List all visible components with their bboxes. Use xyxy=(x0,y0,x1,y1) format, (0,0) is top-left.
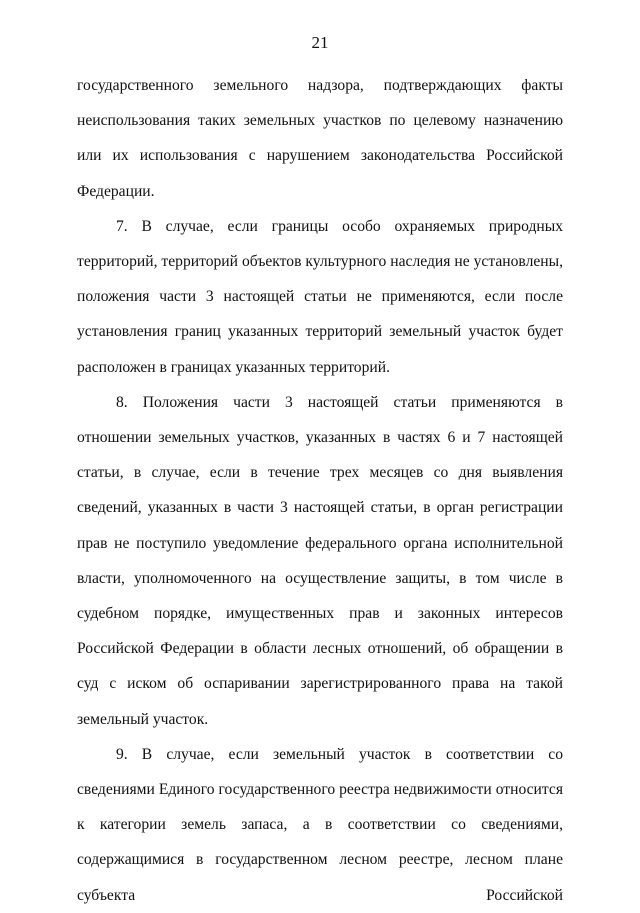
paragraph-9: 9. В случае, если земельный участок в соответствии со сведениями Единого государственного реестра недвижимости относится к категории земель запаса, а в соответствии со сведениями, содержащимися в государственном лесном реестре, лесном плане субъекта Российской xyxy=(77,745,563,904)
page-number: 21 xyxy=(311,33,329,52)
document-body xyxy=(77,68,563,913)
paragraph-continued: государственного земельного надзора, подтверждающих факты неиспользования таких земельных участков по целевому назначению или их использования с нарушением законодательства Российской Федерации. xyxy=(77,77,563,200)
paragraph-7: 7. В случае, если границы особо охраняемых природных территорий, территорий объектов культурного наследия не установлены, положения части 3 настоящей статьи не применяются, если после установления границ указанных территорий земельный участок будет расположен в границах указанных территорий. xyxy=(77,217,563,376)
paragraph-8: 8. Положения части 3 настоящей статьи применяются в отношении земельных участков, указанных в частях 6 и 7 настоящей статьи, в случае, если в течение трех месяцев со дня выявления сведений, указанных в части 3 настоящей статьи, в орган регистрации прав не поступило уведомление федерального органа исполнительной власти, уполномоченного на осуществление защиты, в том числе в судебном порядке, имущественных прав и законных интересов Российской Федерации в области лесных отношений, об обращении в суд с иском об оспаривании зарегистрированного права на такой земельный участок. xyxy=(77,393,563,728)
